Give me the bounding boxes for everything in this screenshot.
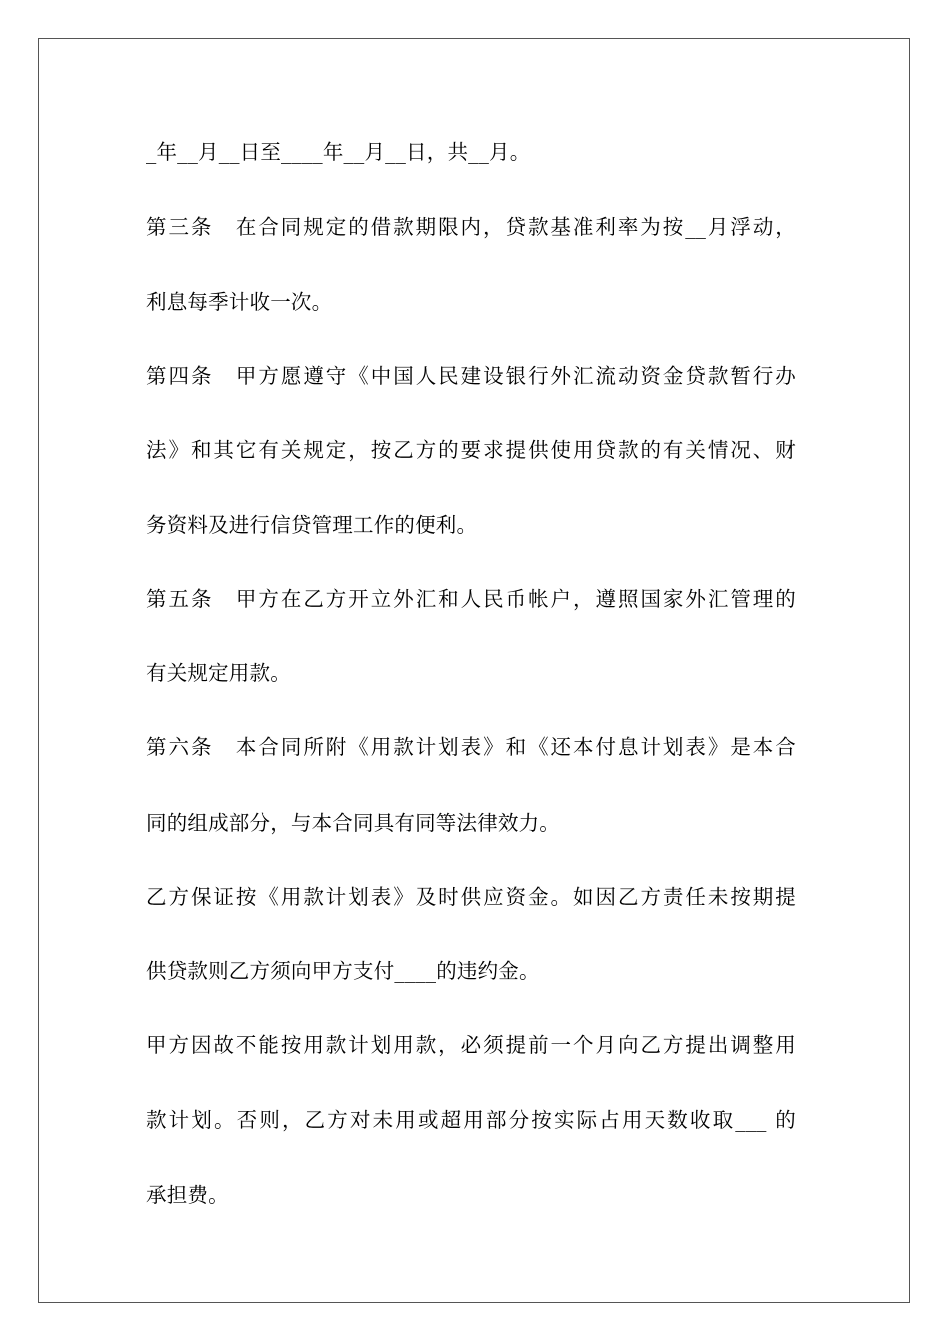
text-line-party-b-guarantee: 乙方保证按《用款计划表》及时供应资金。如因乙方责任未按期提 — [146, 885, 796, 909]
text-line-article-6-cont: 同的组成部分，与本合同具有同等法律效力。 — [146, 811, 560, 835]
text-line-article-4-cont-2: 务资料及进行信贷管理工作的便利。 — [146, 513, 478, 537]
text-line-article-3: 第三条 在合同规定的借款期限内，贷款基准利率为按__月浮动， — [146, 215, 796, 239]
text-line-article-4: 第四条 甲方愿遵守《中国人民建设银行外汇流动资金贷款暂行办 — [146, 364, 796, 388]
text-line-party-a-adjustment-cont: 款计划。否则，乙方对未用或超用部分按实际占用天数收取___ 的 — [146, 1108, 796, 1132]
text-line-commitment-fee: 承担费。 — [146, 1183, 229, 1207]
text-line-article-4-cont-1: 法》和其它有关规定，按乙方的要求提供使用贷款的有关情况、财 — [146, 438, 796, 462]
text-line-article-3-cont: 利息每季计收一次。 — [146, 290, 333, 314]
text-line-article-5: 第五条 甲方在乙方开立外汇和人民币帐户，遵照国家外汇管理的 — [146, 587, 796, 611]
text-line-term-dates: _年__月__日至____年__月__日，共__月。 — [146, 140, 531, 164]
text-line-article-5-cont: 有关规定用款。 — [146, 661, 291, 685]
text-line-party-b-guarantee-cont: 供贷款则乙方须向甲方支付____的违约金。 — [146, 959, 540, 983]
text-line-party-a-adjustment: 甲方因故不能按用款计划用款，必须提前一个月向乙方提出调整用 — [146, 1033, 796, 1057]
text-line-article-6: 第六条 本合同所附《用款计划表》和《还本付息计划表》是本合 — [146, 735, 796, 759]
